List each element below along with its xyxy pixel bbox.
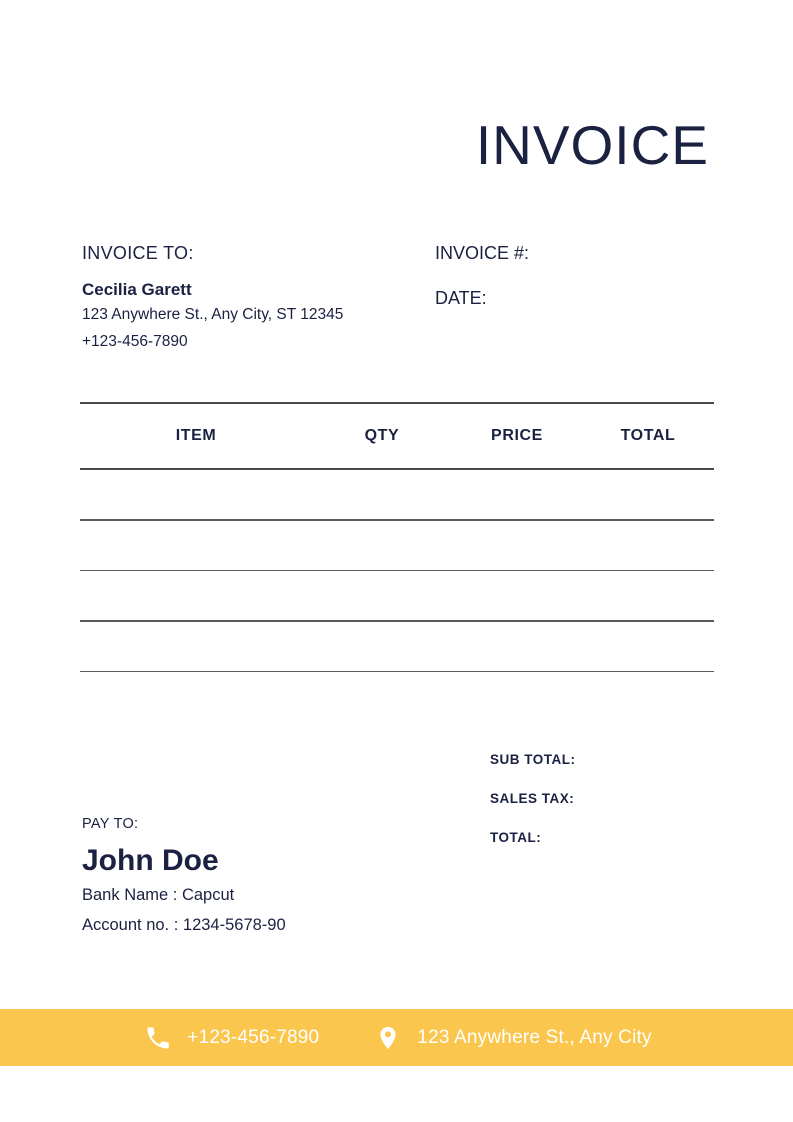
footer-address: [371, 1021, 651, 1055]
table-bottom-rule: [80, 671, 714, 673]
column-header-price: PRICE: [491, 427, 543, 444]
total-label: TOTAL:: [490, 830, 542, 845]
column-header-qty: QTY: [364, 427, 400, 444]
footer-address-text: 123 Anywhere St., Any City: [417, 1026, 652, 1048]
pay-to-label: PAY TO:: [82, 816, 139, 832]
footer-bar: [0, 1009, 793, 1066]
bill-to-phone: +123-456-7890: [82, 333, 188, 351]
page-title: INVOICE: [475, 114, 709, 176]
sub-total-label: SUB TOTAL:: [490, 752, 576, 767]
footer-phone-text: +123-456-7890: [187, 1026, 320, 1048]
pay-to-account-no: Account no. : 1234-5678-90: [82, 916, 286, 935]
pay-to-block: [82, 816, 442, 937]
line-items-table: [80, 402, 714, 672]
location-pin-icon: [371, 1021, 405, 1055]
bill-to-label: INVOICE TO:: [82, 243, 194, 263]
sales-tax-label: SALES TAX:: [490, 791, 575, 806]
pay-to-bank-name: Bank Name : Capcut: [82, 886, 235, 904]
invoice-number-label: INVOICE #:: [435, 243, 530, 263]
footer-phone: [141, 1021, 319, 1055]
phone-icon: [141, 1021, 175, 1055]
column-header-item: ITEM: [175, 427, 217, 444]
bill-to-address: 123 Anywhere St., Any City, ST 12345: [82, 306, 344, 323]
table-row: [80, 622, 714, 671]
bill-to-name: Cecilia Garett: [82, 280, 192, 299]
table-header-row: [80, 404, 714, 468]
column-header-total: TOTAL: [620, 427, 676, 444]
table-row: [80, 470, 714, 519]
table-row: [80, 521, 714, 570]
totals-block: [490, 752, 740, 869]
bill-to-block: [82, 243, 412, 354]
invoice-date-label: DATE:: [435, 288, 487, 308]
table-row: [80, 571, 714, 620]
pay-to-name: John Doe: [82, 844, 219, 877]
invoice-meta-block: [435, 243, 725, 333]
